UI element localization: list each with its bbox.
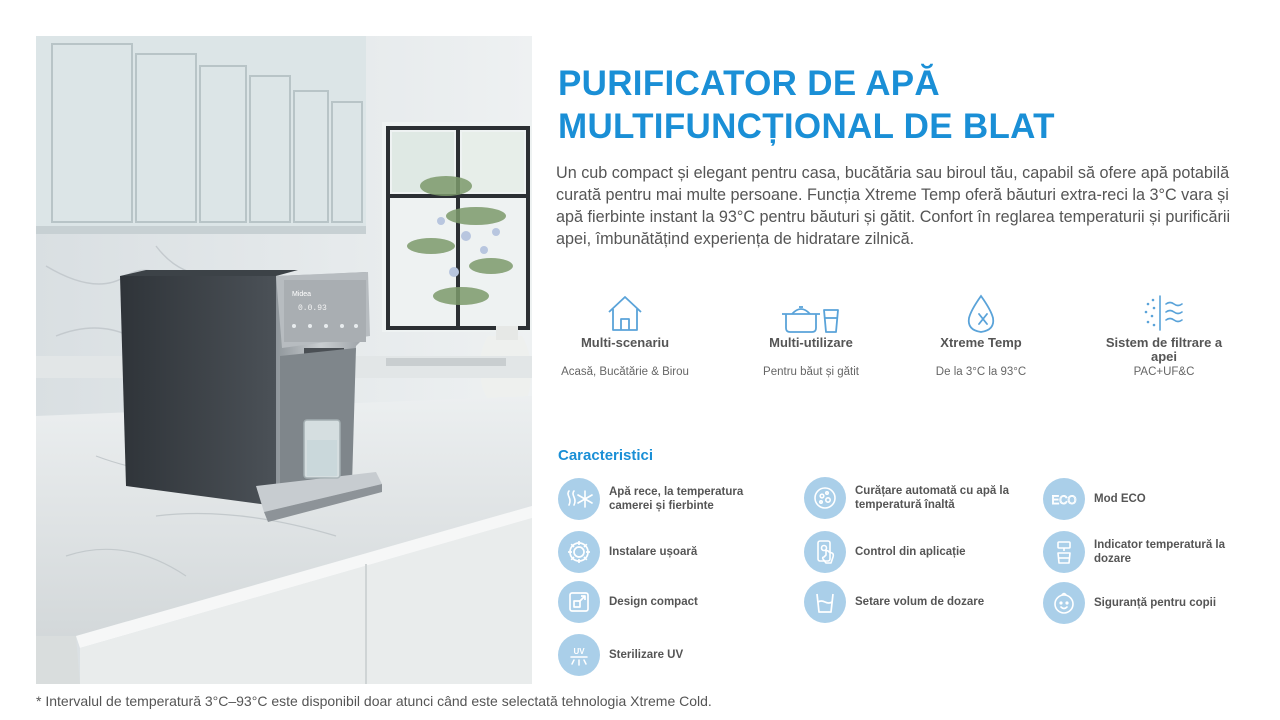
characteristic-label: Design compact [609,596,698,608]
characteristic-label: Instalare ușoară [609,546,698,558]
thermometer-icon [1043,531,1085,573]
characteristic-label: Mod ECO [1094,493,1146,505]
characteristic-volume [804,581,984,623]
svg-text:ECO: ECO [1051,495,1077,507]
svg-text:UV: UV [573,647,585,656]
hot-cold-icon [558,478,600,520]
feature-name: Multi-utilizare [769,335,853,350]
feature-multi-use [726,292,896,379]
phone-app-icon [804,531,846,573]
characteristic-eco [1043,478,1146,520]
feature-name: Xtreme Temp [940,335,1022,350]
title-line-2: MULTIFUNCȚIONAL DE BLAT [558,107,1055,146]
characteristic-self-clean [804,477,1043,519]
feature-multi-scenario [540,292,710,379]
feature-sub: Acasă, Bucătărie & Birou [561,366,689,378]
characteristic-app-control [804,531,966,573]
characteristic-uv [558,634,683,676]
filter-waves-icon [1140,292,1188,336]
kitchen-scene-image [36,36,532,684]
feature-sub: De la 3°C la 93°C [935,366,1027,378]
gear-icon [558,531,600,573]
title-line-1: PURIFICATOR DE APĂ [558,64,940,103]
product-description: Un cub compact și elegant pentru casa, bucătăria sau biroul tău, capabil să ofere apă potabilă curată pentru mai multe persoane. Funcția Xtreme Temp oferă băuturi extra-reci la 3°C vara și apă fierbinte instant la 93°C pentru băuturi și gătit. Confort în reglarea temperaturii și purificării apei, îmbunătățind experiența de hidratare zilnică. [556,164,1231,248]
uv-lamp-icon [558,634,600,676]
feature-row [540,292,1260,402]
eco-icon [1043,478,1085,520]
water-drop-icon [957,292,1005,336]
characteristic-label: Sterilizare UV [609,649,684,661]
characteristic-label: Control din aplicație [855,546,966,558]
cup-volume-icon [804,581,846,623]
self-clean-icon [804,477,846,519]
feature-sub: PAC+UF&C [1133,366,1195,378]
page-title [558,62,1258,148]
characteristic-easy-install [558,531,697,573]
characteristics-title: Caracteristici [558,447,654,464]
brand-logo-text: Midea [292,291,312,298]
display-readout: 0.0.93 [298,304,327,313]
house-icon [601,292,649,336]
feature-name: Multi-scenariu [580,335,670,350]
characteristic-label: Indicator temperatură la dozare [1094,539,1226,565]
feature-filtration [1079,292,1249,379]
characteristic-compact-design [558,581,698,623]
product-photo [36,36,532,684]
footnote: * Intervalul de temperatură 3°C–93°C este disponibil doar atunci când este selectată tehnologia Xtreme Cold. [36,693,712,709]
characteristic-label: Curățare automată cu apă la temperatură înaltă [855,485,1010,511]
feature-xtreme-temp [896,292,1066,379]
characteristic-child-safety [1043,582,1216,624]
compact-icon [558,581,600,623]
characteristic-hot-cold [558,478,779,520]
child-face-icon [1043,582,1085,624]
characteristic-label: Setare volum de dozare [855,596,985,608]
characteristic-label: Apă rece, la temperatura camerei și fierbinte [609,486,744,512]
feature-name: Sistem de filtrare a apei [1105,335,1223,364]
feature-sub: Pentru băut și gătit [763,366,859,378]
characteristic-temp-indicator [1043,531,1254,573]
pot-cup-icon [780,292,842,336]
characteristic-label: Siguranță pentru copii [1094,597,1217,609]
